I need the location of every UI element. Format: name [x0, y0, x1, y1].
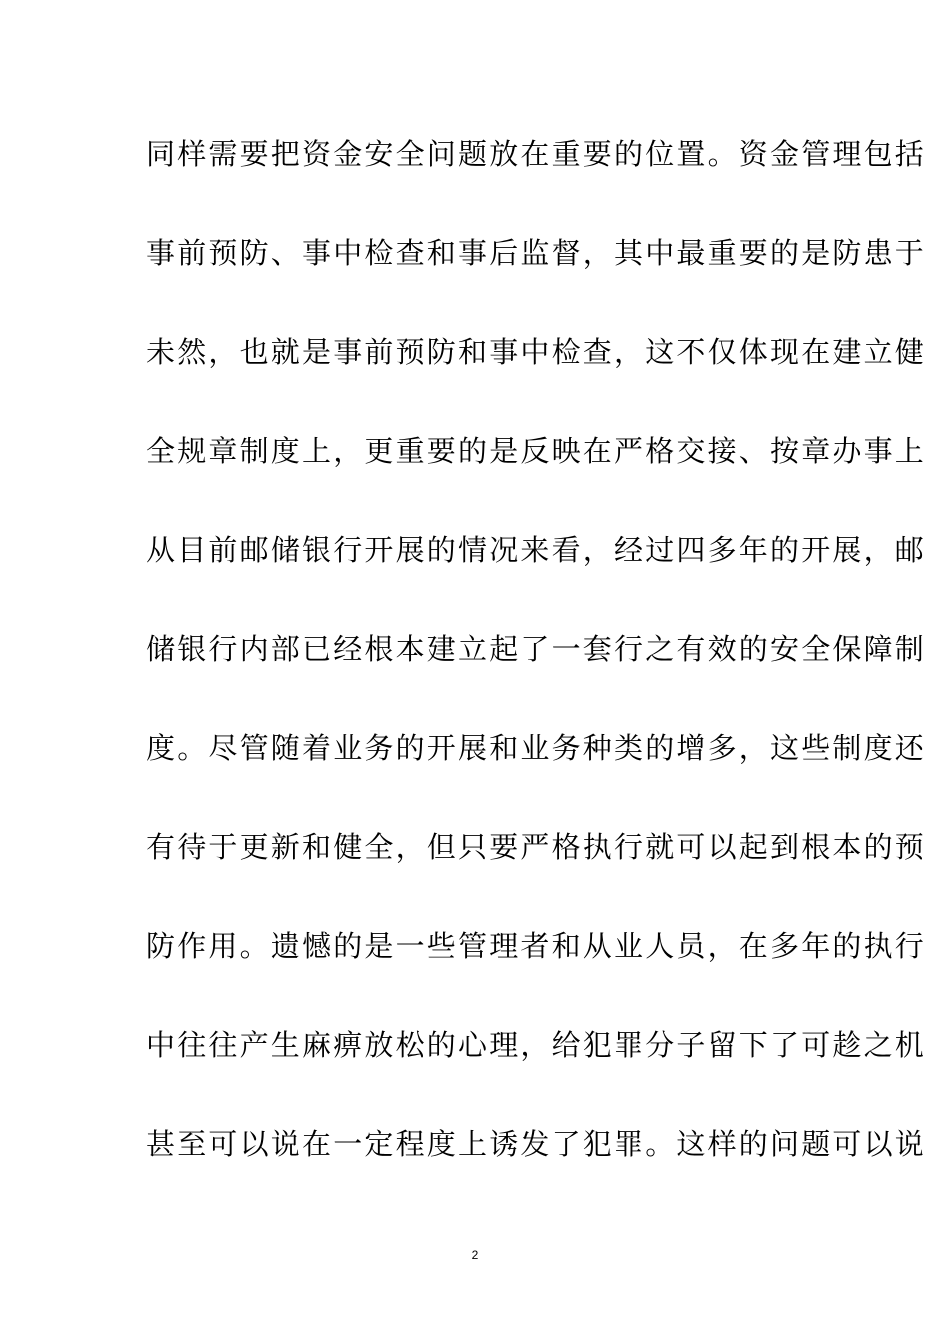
text-line: 从目前邮储银行开展的情况来看，经过四多年的开展，邮 [146, 533, 927, 567]
body-text [146, 134, 927, 1223]
text-line: 储银行内部已经根本建立起了一套行之有效的安全保障制 [146, 632, 927, 666]
text-line: 事前预防、事中检查和事后监督，其中最重要的是防患于 [146, 236, 927, 270]
text-line: 甚至可以说在一定程度上诱发了犯罪。这样的问题可以说 [146, 1127, 927, 1161]
text-line: 防作用。遗憾的是一些管理者和从业人员，在多年的执行 [146, 929, 927, 963]
text-line: 全规章制度上，更重要的是反映在严格交接、按章办事上 [146, 434, 927, 468]
text-line: 有待于更新和健全，但只要严格执行就可以起到根本的预 [146, 830, 927, 864]
text-line: 中往往产生麻痹放松的心理，给犯罪分子留下了可趁之机 [146, 1028, 927, 1062]
text-line: 度。尽管随着业务的开展和业务种类的增多，这些制度还 [146, 731, 927, 765]
text-line: 未然，也就是事前预防和事中检查，这不仅体现在建立健 [146, 335, 927, 369]
page-number: 2 [471, 1248, 479, 1262]
text-line: 同样需要把资金安全问题放在重要的位置。资金管理包括 [146, 137, 927, 171]
